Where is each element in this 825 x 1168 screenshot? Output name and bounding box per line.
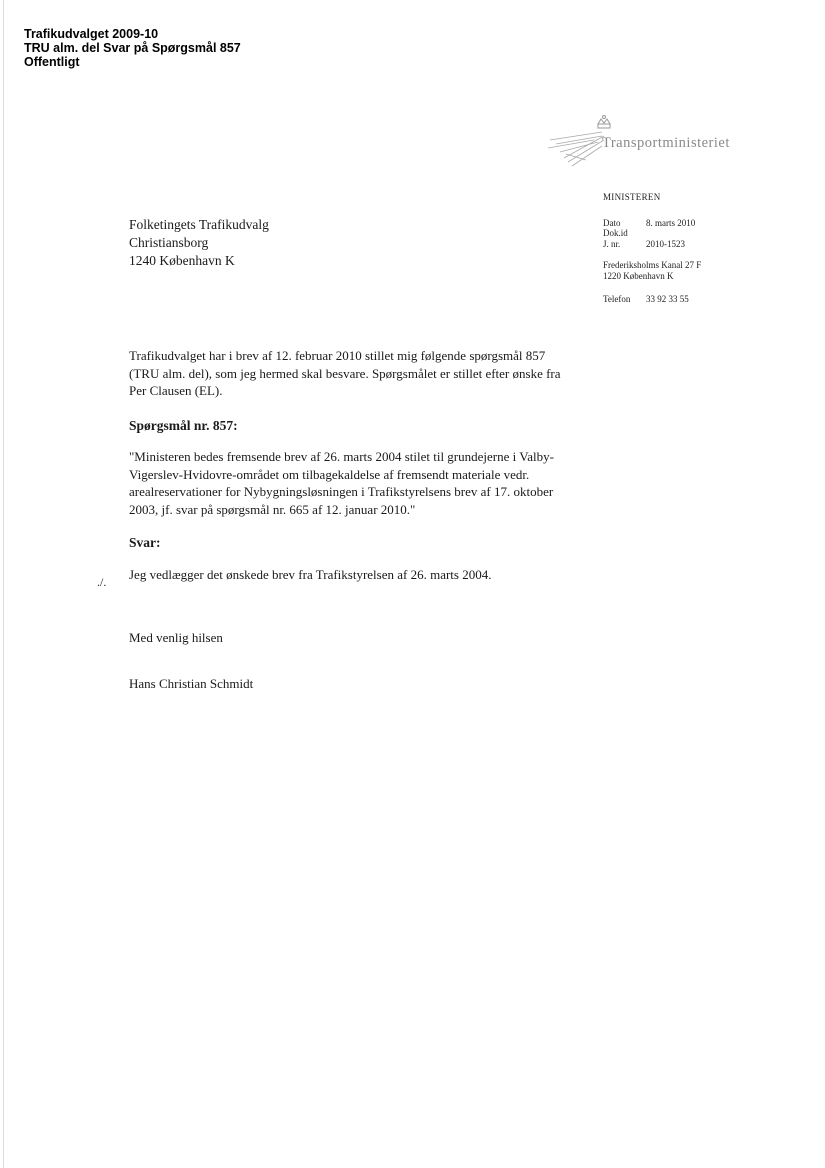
attachment-mark: ./. <box>97 575 107 589</box>
header-reference: TRU alm. del Svar på Spørgsmål 857 <box>24 41 241 55</box>
case-number-value: 2010-1523 <box>646 239 685 249</box>
case-number-row <box>603 239 685 249</box>
date-label: Dato <box>603 218 621 228</box>
recipient-address <box>129 216 269 270</box>
header-status: Offentligt <box>24 55 80 69</box>
scan-edge-line <box>3 0 4 1168</box>
recipient-building: Christiansborg <box>129 235 209 250</box>
question-heading: Spørgsmål nr. 857: <box>129 417 238 433</box>
header-committee: Trafikudvalget 2009-10 <box>24 27 159 41</box>
docid-label: Dok.id <box>603 228 628 238</box>
answer-paragraph: Jeg vedlægger det ønskede brev fra Trafikstyrelsen af 26. marts 2004. <box>129 566 492 582</box>
answer-heading: Svar: <box>129 535 161 550</box>
ministry-name: Transportministeriet <box>602 135 730 151</box>
date-row <box>603 218 695 228</box>
question-paragraph: "Ministeren bedes fremsende brev af 26. marts 2004 stilet til grundejerne i Valby-Vigerslev-Hvidovre-området om tilbagekaldelse af fremsendt materiale vedr. arealreservationer for Nybygningsløsningen i Trafikstyrelsens brev af 17. oktober 2003, jf. svar på spørgsmål nr. 665 af 12. januar 2010." <box>129 449 554 517</box>
phone-row <box>603 294 689 304</box>
sender-title: MINISTEREN <box>603 192 661 202</box>
document-header <box>24 27 241 69</box>
case-number-label: J. nr. <box>603 239 621 249</box>
docid-row <box>603 228 646 238</box>
sender-address <box>603 260 701 282</box>
signature: Hans Christian Schmidt <box>129 675 254 691</box>
recipient-city: 1240 København K <box>129 253 235 268</box>
address-city: 1220 København K <box>603 271 674 281</box>
address-street: Frederiksholms Kanal 27 F <box>603 260 702 270</box>
intro-paragraph: Trafikudvalget har i brev af 12. februar 2010 stillet mig følgende spørgsmål 857 (TRU alm. del), som jeg hermed skal besvare. Spørgsmålet er stillet efter ønske fra Per Clausen (EL). <box>129 348 561 398</box>
letter-body <box>129 347 574 692</box>
ministry-logo <box>546 112 746 168</box>
closing-greeting: Med venlig hilsen <box>129 630 223 645</box>
phone-value: 33 92 33 55 <box>646 294 689 304</box>
date-value: 8. marts 2010 <box>646 218 696 228</box>
phone-label: Telefon <box>603 294 631 304</box>
recipient-name: Folketingets Trafikudvalg <box>129 217 269 232</box>
